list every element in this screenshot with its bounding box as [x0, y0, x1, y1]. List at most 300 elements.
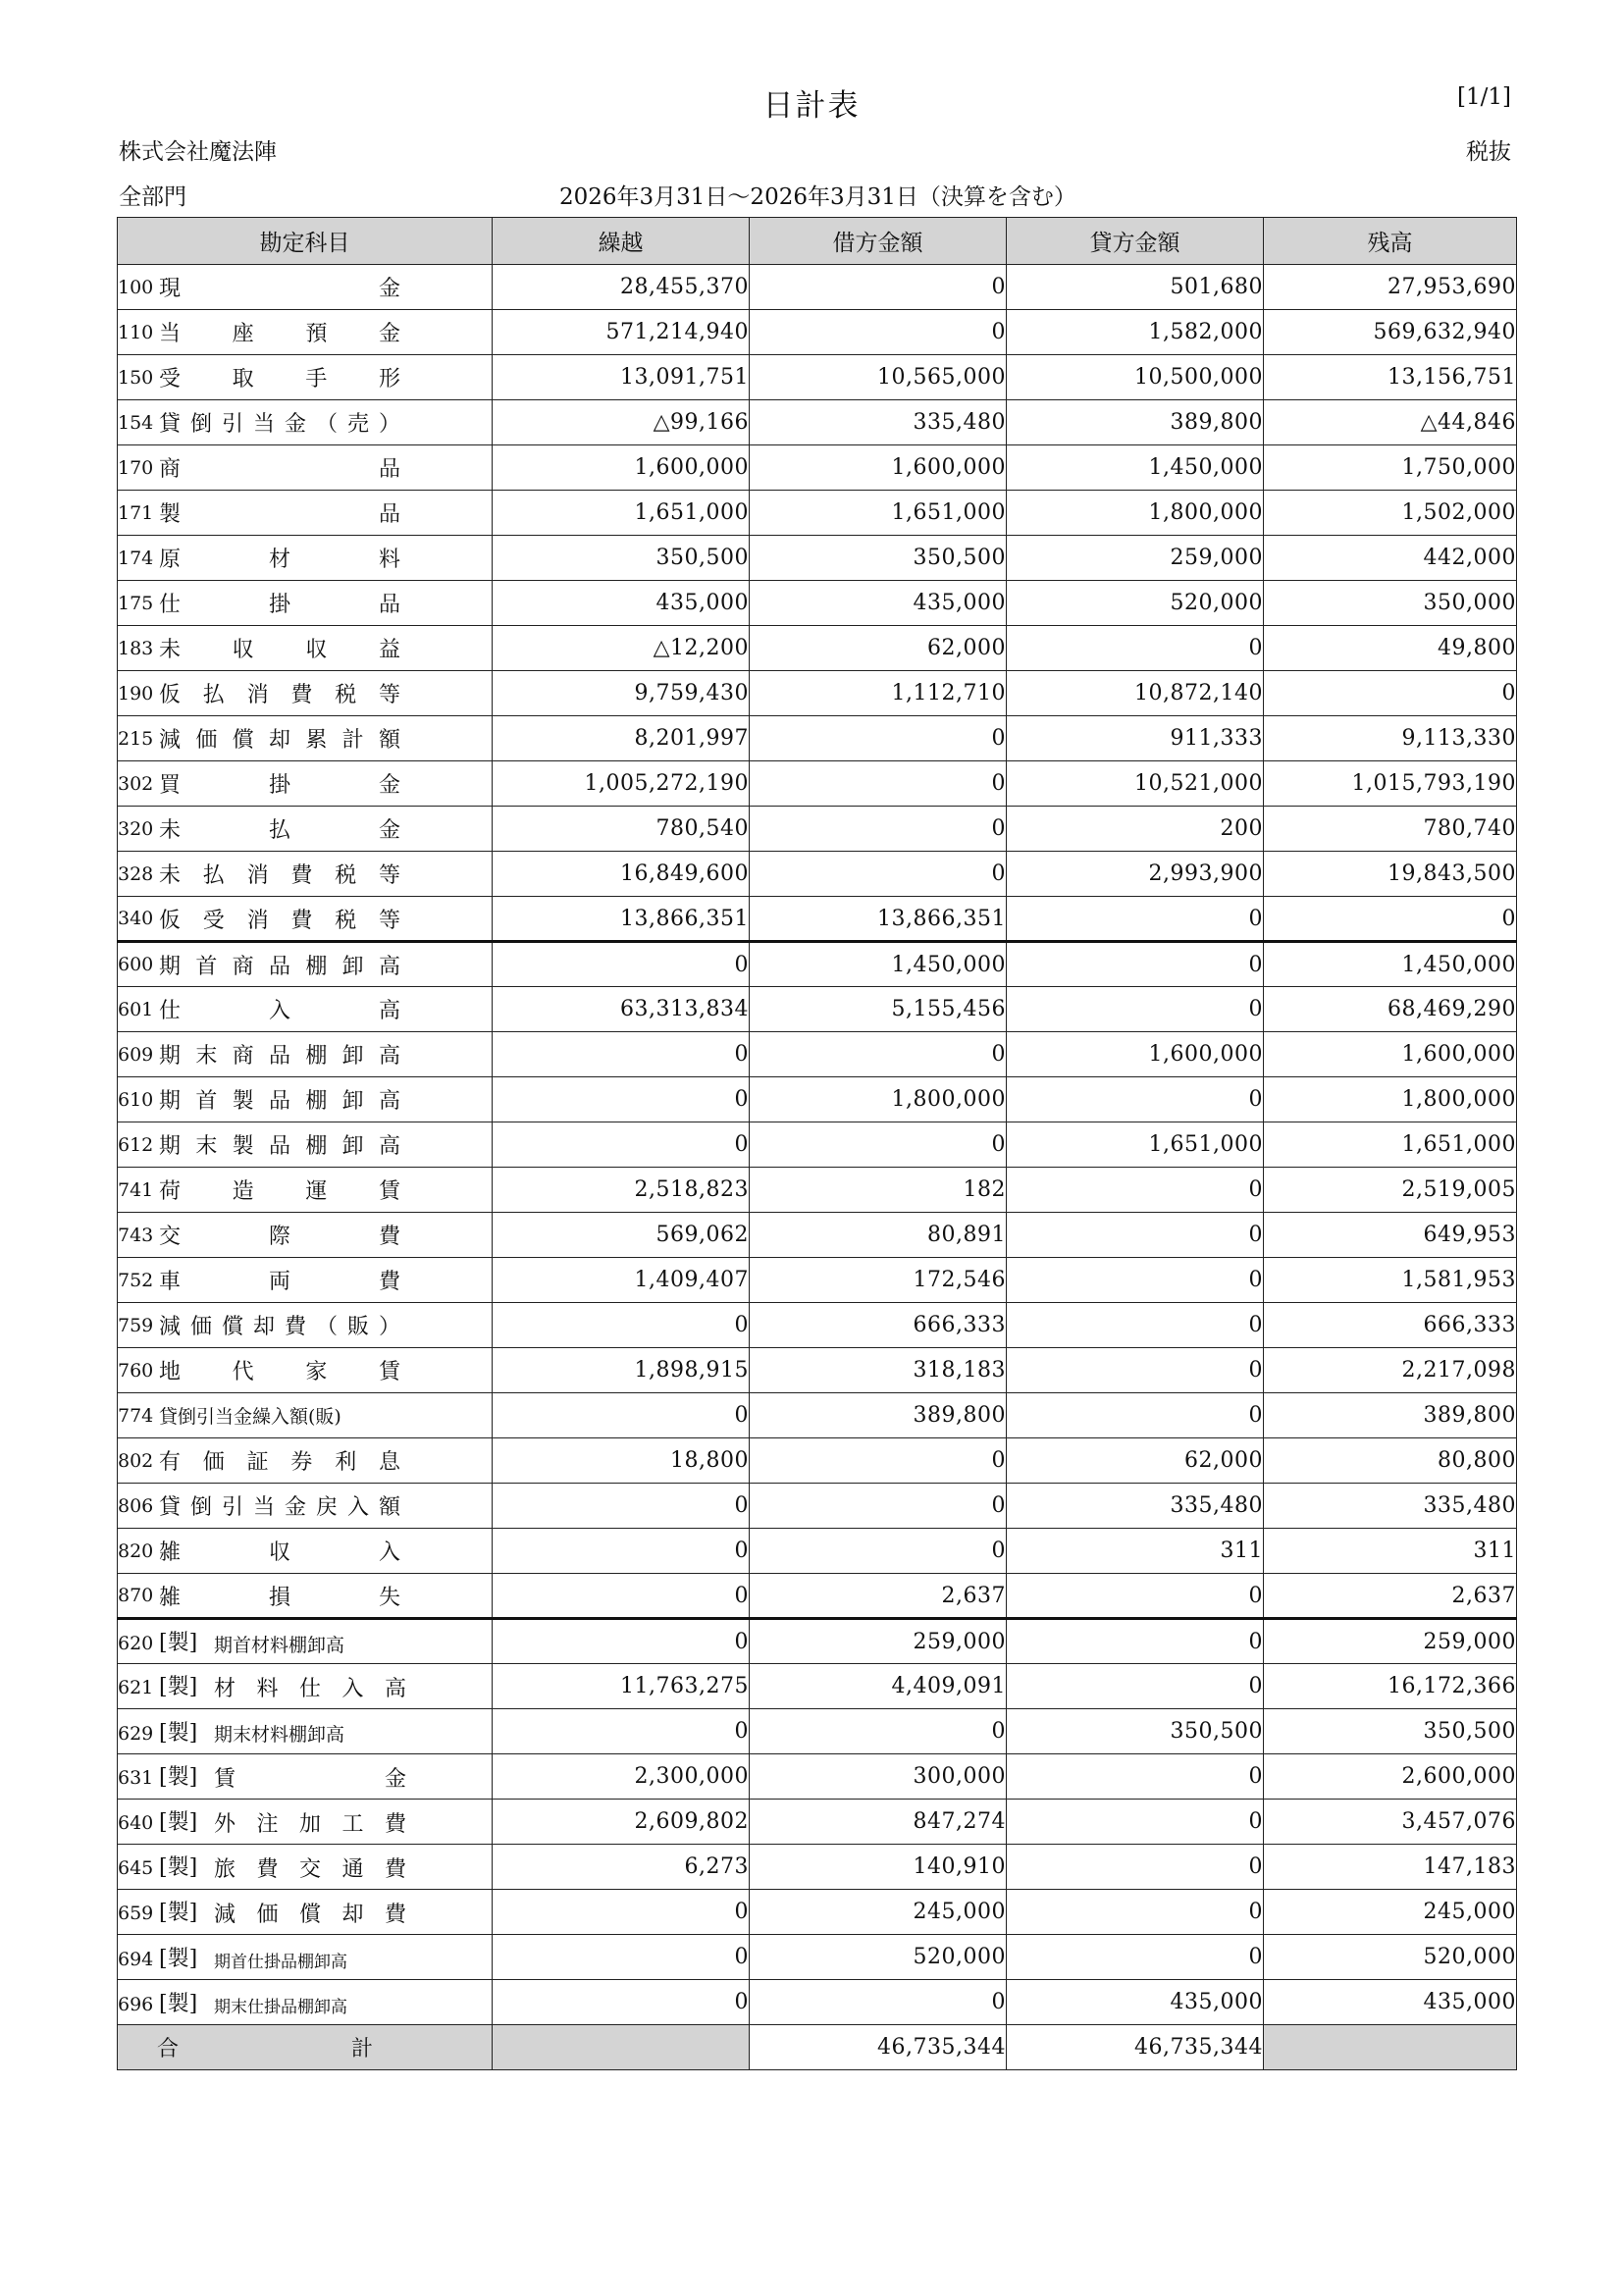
- account-code: 694: [118, 1949, 154, 1970]
- account-cell: [118, 1032, 493, 1077]
- manufacturing-tag: [製]: [159, 1854, 198, 1880]
- account-code: 612: [118, 1133, 154, 1156]
- account-name: 期首製品棚卸高: [159, 1089, 400, 1114]
- account-name: 製品: [159, 502, 400, 527]
- debit-value: 0: [750, 716, 1007, 761]
- total-label-cell: [118, 2025, 493, 2070]
- account-cell: [118, 626, 493, 671]
- credit-value: 0: [1007, 1754, 1264, 1800]
- account-cell: [118, 265, 493, 310]
- table-row: [118, 581, 1517, 626]
- table-row: [118, 1122, 1517, 1168]
- account-cell: [118, 1077, 493, 1122]
- debit-value: 0: [750, 1484, 1007, 1529]
- carryover-value: 13,091,751: [493, 355, 750, 400]
- account-cell: [118, 942, 493, 987]
- account-name: 賃金: [214, 1767, 406, 1793]
- department: 全部門: [119, 184, 186, 210]
- balance-value: 27,953,690: [1264, 265, 1517, 310]
- balance-value: 3,457,076: [1264, 1800, 1517, 1845]
- col-header-balance: 残高: [1264, 218, 1517, 265]
- account-cell: [118, 1664, 493, 1709]
- account-code: 621: [118, 1676, 154, 1698]
- debit-value: 0: [750, 852, 1007, 897]
- carryover-value: 2,609,802: [493, 1800, 750, 1845]
- table-row: [118, 807, 1517, 852]
- account-cell: [118, 1935, 493, 1980]
- carryover-value: 569,062: [493, 1213, 750, 1258]
- carryover-value: 1,600,000: [493, 445, 750, 491]
- debit-value: 0: [750, 1709, 1007, 1754]
- debit-value: 10,565,000: [750, 355, 1007, 400]
- debit-value: 318,183: [750, 1348, 1007, 1393]
- account-name: 商品: [159, 457, 400, 482]
- ledger-body: [118, 265, 1517, 2025]
- table-row: [118, 1077, 1517, 1122]
- account-cell: [118, 536, 493, 581]
- carryover-value: 0: [493, 1980, 750, 2025]
- balance-value: 2,637: [1264, 1574, 1517, 1619]
- account-name: 車両費: [159, 1270, 400, 1294]
- balance-value: 2,519,005: [1264, 1168, 1517, 1213]
- account-code: 629: [118, 1722, 154, 1745]
- account-name: 期末材料棚卸高: [214, 1724, 345, 1747]
- manufacturing-tag: [製]: [159, 1947, 198, 1971]
- account-code: 620: [118, 1633, 154, 1655]
- credit-value: 0: [1007, 1348, 1264, 1393]
- account-cell: [118, 1348, 493, 1393]
- table-row: [118, 1890, 1517, 1935]
- account-code: 802: [118, 1449, 154, 1472]
- credit-value: 0: [1007, 1574, 1264, 1619]
- balance-value: 1,015,793,190: [1264, 761, 1517, 807]
- table-row: [118, 1619, 1517, 1664]
- account-code: 175: [118, 592, 154, 614]
- carryover-value: 0: [493, 1484, 750, 1529]
- credit-value: 389,800: [1007, 400, 1264, 445]
- account-code: 696: [118, 1994, 154, 2015]
- credit-value: 0: [1007, 1619, 1264, 1664]
- manufacturing-tag: [製]: [159, 1992, 198, 2016]
- table-row: [118, 1213, 1517, 1258]
- balance-value: 19,843,500: [1264, 852, 1517, 897]
- balance-value: 666,333: [1264, 1303, 1517, 1348]
- table-row: [118, 536, 1517, 581]
- debit-value: 1,450,000: [750, 942, 1007, 987]
- account-name: 減価償却費（販）: [159, 1315, 400, 1339]
- table-row: [118, 852, 1517, 897]
- manufacturing-tag: [製]: [159, 1809, 198, 1835]
- col-header-debit: 借方金額: [750, 218, 1007, 265]
- table-row: [118, 400, 1517, 445]
- total-credit: 46,735,344: [1007, 2025, 1264, 2070]
- account-cell: [118, 1213, 493, 1258]
- company-name: 株式会社魔法陣: [119, 139, 277, 165]
- ledger-table: [117, 217, 1517, 2070]
- carryover-value: 0: [493, 1709, 750, 1754]
- carryover-value: 0: [493, 1393, 750, 1438]
- account-name: 雑収入: [159, 1540, 400, 1565]
- account-name: 減価償却累計額: [159, 728, 400, 753]
- account-code: 174: [118, 547, 154, 569]
- account-code: 154: [118, 411, 154, 434]
- account-code: 170: [118, 456, 154, 479]
- balance-value: 0: [1264, 671, 1517, 716]
- carryover-value: 350,500: [493, 536, 750, 581]
- account-name: 減価償却費: [214, 1903, 406, 1928]
- total-carryover-cell: [493, 2025, 750, 2070]
- account-code: 774: [118, 1404, 154, 1427]
- table-row: [118, 1664, 1517, 1709]
- account-code: 870: [118, 1585, 154, 1606]
- balance-value: 245,000: [1264, 1890, 1517, 1935]
- table-row: [118, 491, 1517, 536]
- account-code: 741: [118, 1178, 154, 1201]
- credit-value: 200: [1007, 807, 1264, 852]
- carryover-value: 0: [493, 1032, 750, 1077]
- balance-value: 16,172,366: [1264, 1664, 1517, 1709]
- carryover-value: 18,800: [493, 1438, 750, 1484]
- account-code: 320: [118, 817, 154, 840]
- credit-value: 0: [1007, 1935, 1264, 1980]
- table-row: [118, 1258, 1517, 1303]
- table-row: [118, 1393, 1517, 1438]
- col-header-carryover: 繰越: [493, 218, 750, 265]
- debit-value: 0: [750, 1122, 1007, 1168]
- credit-value: 0: [1007, 942, 1264, 987]
- account-name: 未収収益: [159, 638, 400, 662]
- table-row: [118, 1980, 1517, 2025]
- table-row: [118, 310, 1517, 355]
- debit-value: 259,000: [750, 1619, 1007, 1664]
- account-code: 659: [118, 1902, 154, 1924]
- balance-value: 649,953: [1264, 1213, 1517, 1258]
- account-cell: [118, 1574, 493, 1619]
- credit-value: 62,000: [1007, 1438, 1264, 1484]
- account-code: 820: [118, 1539, 154, 1562]
- account-cell: [118, 355, 493, 400]
- account-cell: [118, 852, 493, 897]
- account-code: 631: [118, 1766, 154, 1789]
- total-balance-cell: [1264, 2025, 1517, 2070]
- account-cell: [118, 1393, 493, 1438]
- credit-value: 1,800,000: [1007, 491, 1264, 536]
- table-row: [118, 1845, 1517, 1890]
- account-code: 100: [118, 276, 154, 298]
- carryover-value: 0: [493, 1935, 750, 1980]
- carryover-value: 0: [493, 1529, 750, 1574]
- account-name: 当座預金: [159, 322, 400, 346]
- table-row: [118, 716, 1517, 761]
- account-cell: [118, 1484, 493, 1529]
- account-cell: [118, 1303, 493, 1348]
- carryover-value: 0: [493, 1077, 750, 1122]
- carryover-value: 0: [493, 942, 750, 987]
- balance-value: 350,000: [1264, 581, 1517, 626]
- carryover-value: 16,849,600: [493, 852, 750, 897]
- balance-value: 1,651,000: [1264, 1122, 1517, 1168]
- carryover-value: △99,166: [493, 400, 750, 445]
- account-name: 貸倒引当金繰入額(販): [159, 1406, 341, 1428]
- account-cell: [118, 1529, 493, 1574]
- account-cell: [118, 1709, 493, 1754]
- manufacturing-tag: [製]: [159, 1900, 198, 1925]
- credit-value: 2,993,900: [1007, 852, 1264, 897]
- total-debit: 46,735,344: [750, 2025, 1007, 2070]
- balance-value: 335,480: [1264, 1484, 1517, 1529]
- debit-value: 520,000: [750, 1935, 1007, 1980]
- debit-value: 666,333: [750, 1303, 1007, 1348]
- account-name: 貸倒引当金（売）: [159, 412, 400, 437]
- credit-value: 259,000: [1007, 536, 1264, 581]
- account-cell: [118, 1438, 493, 1484]
- credit-value: 0: [1007, 1077, 1264, 1122]
- account-name: 旅費交通費: [214, 1857, 406, 1883]
- account-code: 190: [118, 682, 154, 704]
- balance-value: 1,600,000: [1264, 1032, 1517, 1077]
- debit-value: 0: [750, 761, 1007, 807]
- account-code: 610: [118, 1088, 154, 1111]
- table-row: [118, 671, 1517, 716]
- carryover-value: 0: [493, 1122, 750, 1168]
- account-code: 340: [118, 908, 154, 929]
- account-code: 743: [118, 1224, 154, 1246]
- balance-value: 80,800: [1264, 1438, 1517, 1484]
- credit-value: 1,450,000: [1007, 445, 1264, 491]
- credit-value: 350,500: [1007, 1709, 1264, 1754]
- balance-value: 435,000: [1264, 1980, 1517, 2025]
- table-row: [118, 761, 1517, 807]
- balance-value: 780,740: [1264, 807, 1517, 852]
- account-cell: [118, 491, 493, 536]
- carryover-value: 1,409,407: [493, 1258, 750, 1303]
- report-title: 日計表: [762, 88, 861, 124]
- account-cell: [118, 1122, 493, 1168]
- account-code: 760: [118, 1359, 154, 1382]
- balance-value: 311: [1264, 1529, 1517, 1574]
- account-name: 未払消費税等: [159, 863, 400, 888]
- credit-value: 520,000: [1007, 581, 1264, 626]
- balance-value: △44,846: [1264, 400, 1517, 445]
- balance-value: 13,156,751: [1264, 355, 1517, 400]
- credit-value: 10,521,000: [1007, 761, 1264, 807]
- balance-value: 569,632,940: [1264, 310, 1517, 355]
- debit-value: 140,910: [750, 1845, 1007, 1890]
- balance-value: 1,750,000: [1264, 445, 1517, 491]
- debit-value: 1,651,000: [750, 491, 1007, 536]
- account-cell: [118, 897, 493, 942]
- debit-value: 0: [750, 807, 1007, 852]
- carryover-value: 0: [493, 1619, 750, 1664]
- account-name: 原材料: [159, 548, 400, 572]
- table-row: [118, 897, 1517, 942]
- debit-value: 1,800,000: [750, 1077, 1007, 1122]
- tax-mode: 税抜: [1466, 139, 1511, 165]
- credit-value: 0: [1007, 1213, 1264, 1258]
- debit-value: 847,274: [750, 1800, 1007, 1845]
- account-code: 806: [118, 1494, 154, 1517]
- table-row: [118, 1574, 1517, 1619]
- debit-value: 13,866,351: [750, 897, 1007, 942]
- carryover-value: 63,313,834: [493, 987, 750, 1032]
- account-name: 期首商品棚卸高: [159, 954, 400, 979]
- account-name: 未払金: [159, 818, 400, 843]
- account-cell: [118, 1800, 493, 1845]
- account-cell: [118, 1845, 493, 1890]
- debit-value: 350,500: [750, 536, 1007, 581]
- carryover-value: 11,763,275: [493, 1664, 750, 1709]
- carryover-value: 13,866,351: [493, 897, 750, 942]
- carryover-value: 2,300,000: [493, 1754, 750, 1800]
- balance-value: 350,500: [1264, 1709, 1517, 1754]
- debit-value: 0: [750, 1980, 1007, 2025]
- account-code: 302: [118, 772, 154, 795]
- carryover-value: 435,000: [493, 581, 750, 626]
- account-code: 110: [118, 321, 154, 343]
- debit-value: 0: [750, 1438, 1007, 1484]
- balance-value: 1,800,000: [1264, 1077, 1517, 1122]
- table-row: [118, 355, 1517, 400]
- balance-value: 1,502,000: [1264, 491, 1517, 536]
- account-name: 外注加工費: [214, 1812, 406, 1838]
- account-code: 328: [118, 862, 154, 885]
- account-name: 地代家賃: [159, 1360, 400, 1384]
- debit-value: 5,155,456: [750, 987, 1007, 1032]
- table-row: [118, 626, 1517, 671]
- debit-value: 172,546: [750, 1258, 1007, 1303]
- account-cell: [118, 671, 493, 716]
- account-cell: [118, 1754, 493, 1800]
- account-code: 600: [118, 954, 154, 975]
- account-cell: [118, 581, 493, 626]
- account-cell: [118, 1619, 493, 1664]
- table-row: [118, 1168, 1517, 1213]
- total-label: 合計: [157, 2037, 373, 2061]
- report-period: 2026年3月31日～2026年3月31日（決算を含む）: [559, 184, 1076, 210]
- table-row: [118, 445, 1517, 491]
- account-name: 交際費: [159, 1225, 400, 1249]
- account-code: 640: [118, 1811, 154, 1834]
- balance-value: 2,600,000: [1264, 1754, 1517, 1800]
- credit-value: 0: [1007, 1258, 1264, 1303]
- carryover-value: 8,201,997: [493, 716, 750, 761]
- carryover-value: 780,540: [493, 807, 750, 852]
- credit-value: 1,582,000: [1007, 310, 1264, 355]
- credit-value: 435,000: [1007, 1980, 1264, 2025]
- carryover-value: 0: [493, 1890, 750, 1935]
- account-name: 荷造運賃: [159, 1179, 400, 1204]
- carryover-value: △12,200: [493, 626, 750, 671]
- debit-value: 245,000: [750, 1890, 1007, 1935]
- account-name: 仮受消費税等: [159, 908, 400, 933]
- account-code: 759: [118, 1314, 154, 1336]
- account-cell: [118, 1258, 493, 1303]
- table-row: [118, 265, 1517, 310]
- balance-value: 0: [1264, 897, 1517, 942]
- account-name: 期首材料棚卸高: [214, 1634, 345, 1656]
- table-row: [118, 1800, 1517, 1845]
- account-name: 受取手形: [159, 367, 400, 391]
- table-row: [118, 987, 1517, 1032]
- balance-value: 389,800: [1264, 1393, 1517, 1438]
- table-row: [118, 1348, 1517, 1393]
- carryover-value: 2,518,823: [493, 1168, 750, 1213]
- debit-value: 0: [750, 1529, 1007, 1574]
- manufacturing-tag: [製]: [159, 1764, 198, 1790]
- table-row: [118, 1032, 1517, 1077]
- account-cell: [118, 310, 493, 355]
- balance-value: 2,217,098: [1264, 1348, 1517, 1393]
- total-row: [118, 2025, 1517, 2070]
- carryover-value: 1,898,915: [493, 1348, 750, 1393]
- account-name: 期末商品棚卸高: [159, 1044, 400, 1069]
- account-code: 150: [118, 366, 154, 389]
- debit-value: 389,800: [750, 1393, 1007, 1438]
- credit-value: 311: [1007, 1529, 1264, 1574]
- carryover-value: 28,455,370: [493, 265, 750, 310]
- table-row: [118, 1529, 1517, 1574]
- credit-value: 10,872,140: [1007, 671, 1264, 716]
- credit-value: 0: [1007, 1303, 1264, 1348]
- credit-value: 0: [1007, 987, 1264, 1032]
- table-row: [118, 1709, 1517, 1754]
- carryover-value: 571,214,940: [493, 310, 750, 355]
- account-code: 601: [118, 998, 154, 1020]
- credit-value: 10,500,000: [1007, 355, 1264, 400]
- account-cell: [118, 1890, 493, 1935]
- account-name: 有価証券利息: [159, 1450, 400, 1475]
- balance-value: 520,000: [1264, 1935, 1517, 1980]
- account-code: 215: [118, 727, 154, 750]
- balance-value: 9,113,330: [1264, 716, 1517, 761]
- credit-value: 0: [1007, 897, 1264, 942]
- debit-value: 0: [750, 310, 1007, 355]
- credit-value: 1,651,000: [1007, 1122, 1264, 1168]
- carryover-value: 1,005,272,190: [493, 761, 750, 807]
- debit-value: 335,480: [750, 400, 1007, 445]
- balance-value: 442,000: [1264, 536, 1517, 581]
- credit-value: 1,600,000: [1007, 1032, 1264, 1077]
- carryover-value: 6,273: [493, 1845, 750, 1890]
- account-cell: [118, 807, 493, 852]
- col-header-credit: 貸方金額: [1007, 218, 1264, 265]
- debit-value: 2,637: [750, 1574, 1007, 1619]
- account-name: 材料仕入高: [214, 1677, 406, 1702]
- balance-value: 49,800: [1264, 626, 1517, 671]
- debit-value: 182: [750, 1168, 1007, 1213]
- carryover-value: 0: [493, 1574, 750, 1619]
- col-header-account: 勘定科目: [118, 218, 493, 265]
- account-name: 貸倒引当金戻入額: [159, 1495, 400, 1520]
- account-code: 171: [118, 501, 154, 524]
- credit-value: 0: [1007, 1845, 1264, 1890]
- account-name: 買掛金: [159, 773, 400, 798]
- debit-value: 4,409,091: [750, 1664, 1007, 1709]
- credit-value: 0: [1007, 1168, 1264, 1213]
- manufacturing-tag: [製]: [159, 1720, 198, 1746]
- manufacturing-tag: [製]: [159, 1674, 198, 1699]
- debit-value: 435,000: [750, 581, 1007, 626]
- account-name: 現金: [159, 277, 400, 301]
- balance-value: 1,581,953: [1264, 1258, 1517, 1303]
- credit-value: 0: [1007, 1393, 1264, 1438]
- account-cell: [118, 445, 493, 491]
- debit-value: 300,000: [750, 1754, 1007, 1800]
- account-name: 仕入高: [159, 999, 400, 1023]
- credit-value: 911,333: [1007, 716, 1264, 761]
- credit-value: 0: [1007, 1890, 1264, 1935]
- table-row: [118, 1303, 1517, 1348]
